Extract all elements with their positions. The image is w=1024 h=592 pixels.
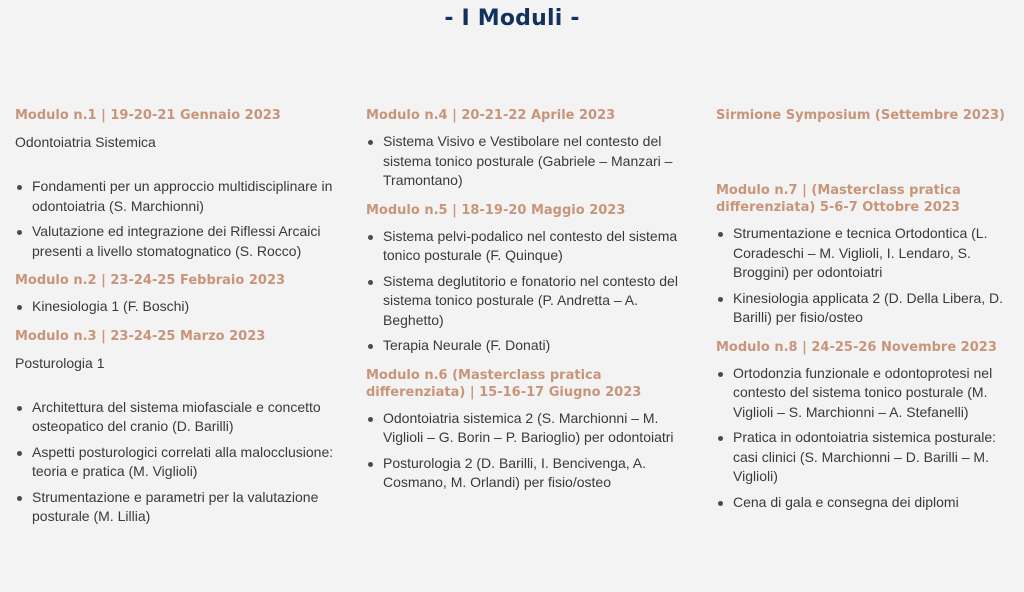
- module-6-list: [366, 409, 686, 493]
- list-item: Cena di gala e consegna dei diplomi: [716, 493, 1016, 513]
- list-item: Aspetti posturologici correlati alla malocclusione: teoria e pratica (M. Viglioli): [15, 443, 335, 482]
- list-item: Sistema deglutitorio e fonatorio nel contesto del sistema tonico posturale (P. Andretta – A. Beghetto): [366, 272, 686, 331]
- module-7: [716, 182, 1016, 328]
- module-5-title: Modulo n.5 | 18-19-20 Maggio 2023: [366, 202, 626, 218]
- module-5-list: [366, 227, 686, 356]
- module-4: [366, 107, 686, 191]
- list-item: Strumentazione e tecnica Ortodontica (L. Coradeschi – M. Viglioli, I. Lendaro, S. Broggini) per odontoiatri: [716, 224, 1016, 283]
- list-item: Terapia Neurale (F. Donati): [366, 336, 686, 356]
- list-item: Kinesiologia applicata 2 (D. Della Libera, D. Barilli) per fisio/osteo: [716, 289, 1016, 328]
- list-item: Kinesiologia 1 (F. Boschi): [15, 297, 335, 317]
- module-1-subtitle: Odontoiatria Sistemica: [15, 134, 156, 150]
- list-item: Odontoiatria sistemica 2 (S. Marchionni – M. Viglioli – G. Borin – P. Barioglio) per odontoiatri: [366, 409, 686, 448]
- list-item: Ortodonzia funzionale e odontoprotesi nel contesto del sistema tonico posturale (M. Viglioli – S. Marchionni – A. Stefanelli): [716, 364, 1016, 423]
- column-2: [366, 107, 686, 504]
- symposium-title: Sirmione Symposium (Settembre 2023): [716, 108, 1005, 123]
- list-item: Sistema pelvi-podalico nel contesto del sistema tonico posturale (F. Quinque): [366, 227, 686, 266]
- list-item: Valutazione ed integrazione dei Riflessi Arcaici presenti a livello stomatognatico (S. Rocco): [15, 222, 335, 261]
- module-5: [366, 202, 686, 356]
- page-title: - I Moduli -: [444, 6, 580, 31]
- list-item: Fondamenti per un approccio multidisciplinare in odontoiatria (S. Marchionni): [15, 177, 335, 216]
- module-1-title: Modulo n.1 | 19-20-21 Gennaio 2023: [15, 108, 281, 123]
- module-7-title: Modulo n.7 | (Masterclass pratica differenziata) 5-6-7 Ottobre 2023: [716, 183, 961, 215]
- column-1: [15, 107, 335, 538]
- list-item: Pratica in odontoiatria sistemica posturale: casi clinici (S. Marchionni – D. Barilli – M. Viglioli): [716, 428, 1016, 487]
- module-8-title: Modulo n.8 | 24-25-26 Novembre 2023: [716, 339, 997, 355]
- module-3-title: Modulo n.3 | 23-24-25 Marzo 2023: [15, 328, 266, 344]
- module-8-list: [716, 364, 1016, 513]
- column-3: [716, 107, 1016, 523]
- module-4-list: [366, 132, 686, 191]
- module-7-list: [716, 224, 1016, 328]
- list-item: Posturologia 2 (D. Barilli, I. Bencivenga, A. Cosmano, M. Orlandi) per fisio/osteo: [366, 454, 686, 493]
- module-2: [15, 272, 335, 317]
- list-item: Sistema Visivo e Vestibolare nel contesto del sistema tonico posturale (Gabriele – Manzari – Tramontano): [366, 132, 686, 191]
- module-6: [366, 367, 686, 493]
- symposium: [716, 107, 1016, 171]
- module-1-list: [15, 177, 335, 261]
- list-item: Strumentazione e parametri per la valutazione posturale (M. Lillia): [15, 488, 335, 527]
- module-2-title: Modulo n.2 | 23-24-25 Febbraio 2023: [15, 273, 286, 288]
- module-3-list: [15, 398, 335, 527]
- list-item: Architettura del sistema miofasciale e concetto osteopatico del cranio (D. Barilli): [15, 398, 335, 437]
- module-8: [716, 339, 1016, 513]
- module-6-title: Modulo n.6 (Masterclass pratica differenziata) | 15-16-17 Giugno 2023: [366, 367, 642, 400]
- module-4-title: Modulo n.4 | 20-21-22 Aprile 2023: [366, 108, 616, 123]
- module-2-list: [15, 297, 335, 317]
- module-3-subtitle: Posturologia 1: [15, 354, 105, 371]
- module-3: [15, 328, 335, 527]
- module-1: [15, 107, 335, 261]
